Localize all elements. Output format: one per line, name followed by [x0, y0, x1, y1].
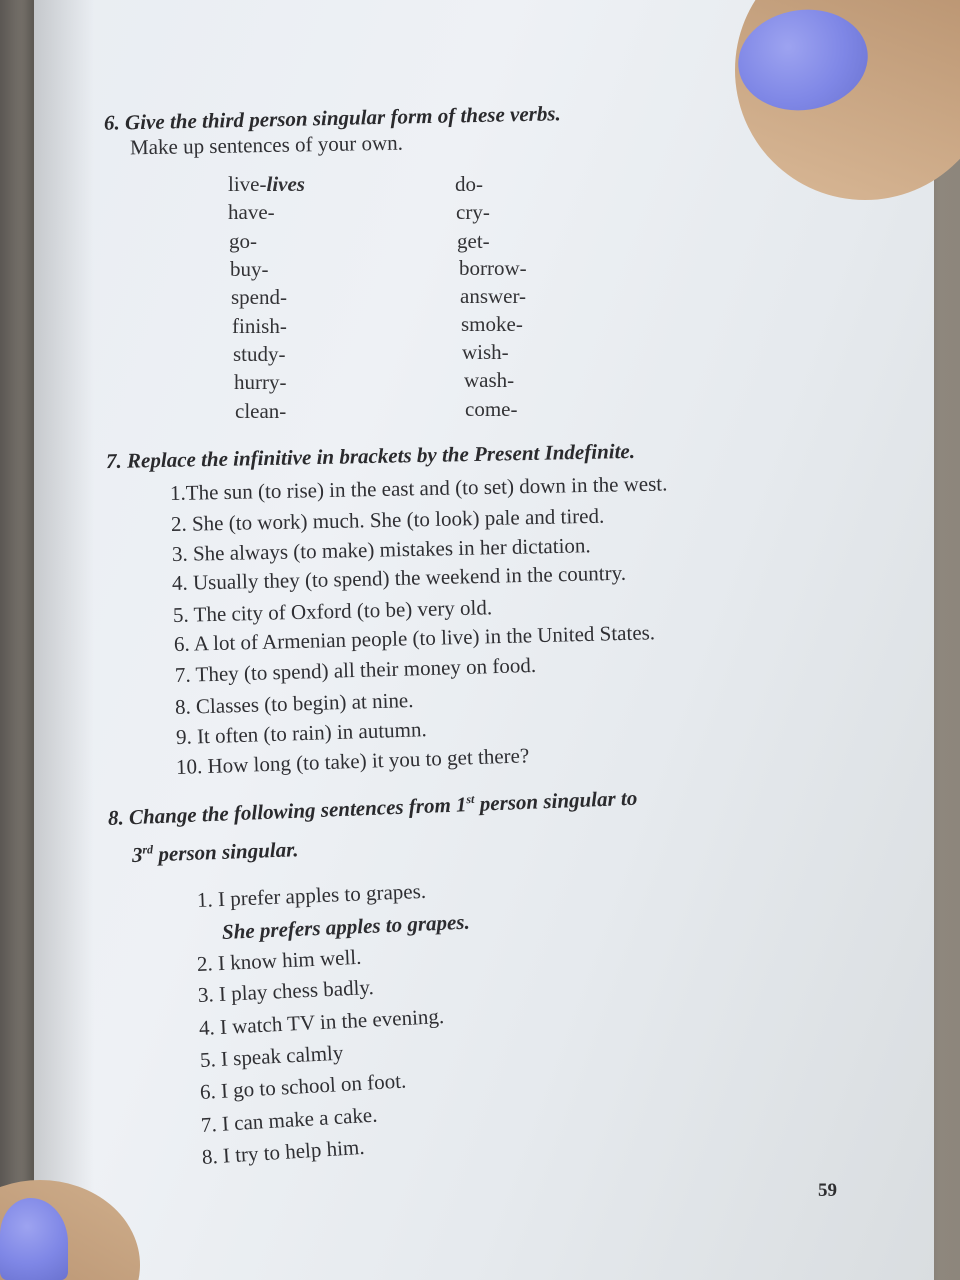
exercise-7-item-10: 10. How long (to take) it you to get there?: [175, 743, 530, 779]
verb-example-answer: lives: [266, 172, 305, 196]
exercise-8-item-7: 7. I can make a cake.: [200, 1102, 379, 1137]
exercise-6-title: 6. Give the third person singular form of these verbs.: [103, 101, 561, 135]
verb-left-8: clean-: [235, 399, 287, 423]
verb-left-5: finish-: [232, 314, 287, 338]
exercise-7-item-2: 2. She (to work) much. She (to look) pale and tired.: [170, 503, 605, 536]
exercise-8-item-8: 8. I try to help him.: [201, 1134, 366, 1169]
exercise-8-item-3: 3. I play chess badly.: [197, 975, 375, 1007]
exercise-7-item-6: 6. A lot of Armenian people (to live) in the United States.: [173, 620, 656, 656]
verb-right-4: borrow-: [459, 256, 527, 280]
verb-left-7: hurry-: [234, 370, 287, 394]
exercise-7-item-4: 4. Usually they (to spend) the weekend in the country.: [171, 560, 627, 595]
exercise-6-instruction: Make up sentences of your own.: [129, 130, 404, 160]
exercise-8-item-4: 4. I watch TV in the evening.: [198, 1004, 445, 1040]
verb-left-3: buy-: [230, 257, 269, 281]
exercise-8-title-sup2: rd: [142, 842, 154, 857]
verb-right-7: wish-: [462, 340, 509, 364]
exercise-8-title-sup1: st: [466, 791, 475, 807]
verb-right-1: do-: [455, 172, 483, 196]
verb-example-base: live-: [228, 172, 267, 196]
exercise-7-title: 7. Replace the infinitive in brackets by the Present Indefinite.: [105, 438, 636, 474]
verb-right-2: cry-: [456, 200, 490, 224]
exercise-8-title-line2-post: person singular.: [152, 837, 299, 867]
verb-example: [228, 172, 305, 197]
exercise-8-item-5: 5. I speak calmly: [199, 1040, 344, 1072]
exercise-7-item-7: 7. They (to spend) all their money on food.: [174, 652, 537, 687]
exercise-7-item-1: 1.The sun (to rise) in the east and (to set) down in the west.: [169, 471, 668, 505]
verb-right-3: get-: [457, 229, 490, 253]
exercise-8-title-part1: 8. Change the following sentences from 1: [107, 792, 467, 830]
verb-right-6: smoke-: [461, 312, 523, 336]
verb-left-1: have-: [228, 200, 275, 224]
verb-left-4: spend-: [231, 285, 287, 309]
exercise-8-item-2: 2. I know him well.: [196, 944, 362, 976]
exercise-8-title-line2: [132, 837, 299, 868]
exercise-8-item-1: 1. I prefer apples to grapes.: [196, 878, 427, 912]
verb-right-8: wash-: [464, 368, 515, 392]
exercise-8-title-part2: person singular to: [474, 785, 638, 816]
exercise-8-title-line1: [108, 786, 638, 831]
verb-left-6: study-: [233, 342, 286, 366]
verb-right-9: come-: [465, 397, 518, 421]
exercise-7-item-3: 3. She always (to make) mistakes in her dictation.: [171, 533, 591, 566]
exercise-8-title-line2-pre: 3: [131, 842, 143, 867]
exercise-8-item-6: 6. I go to school on foot.: [199, 1068, 407, 1104]
exercise-7-item-8: 8. Classes (to begin) at nine.: [174, 687, 414, 719]
exercise-8-example-answer: She prefers apples to grapes.: [221, 909, 471, 944]
page-number: 59: [818, 1180, 837, 1201]
exercise-7-item-9: 9. It often (to rain) in autumn.: [175, 717, 428, 749]
verb-right-5: answer-: [460, 284, 527, 308]
verb-left-2: go-: [229, 229, 257, 253]
exercise-7-item-5: 5. The city of Oxford (to be) very old.: [172, 595, 493, 627]
